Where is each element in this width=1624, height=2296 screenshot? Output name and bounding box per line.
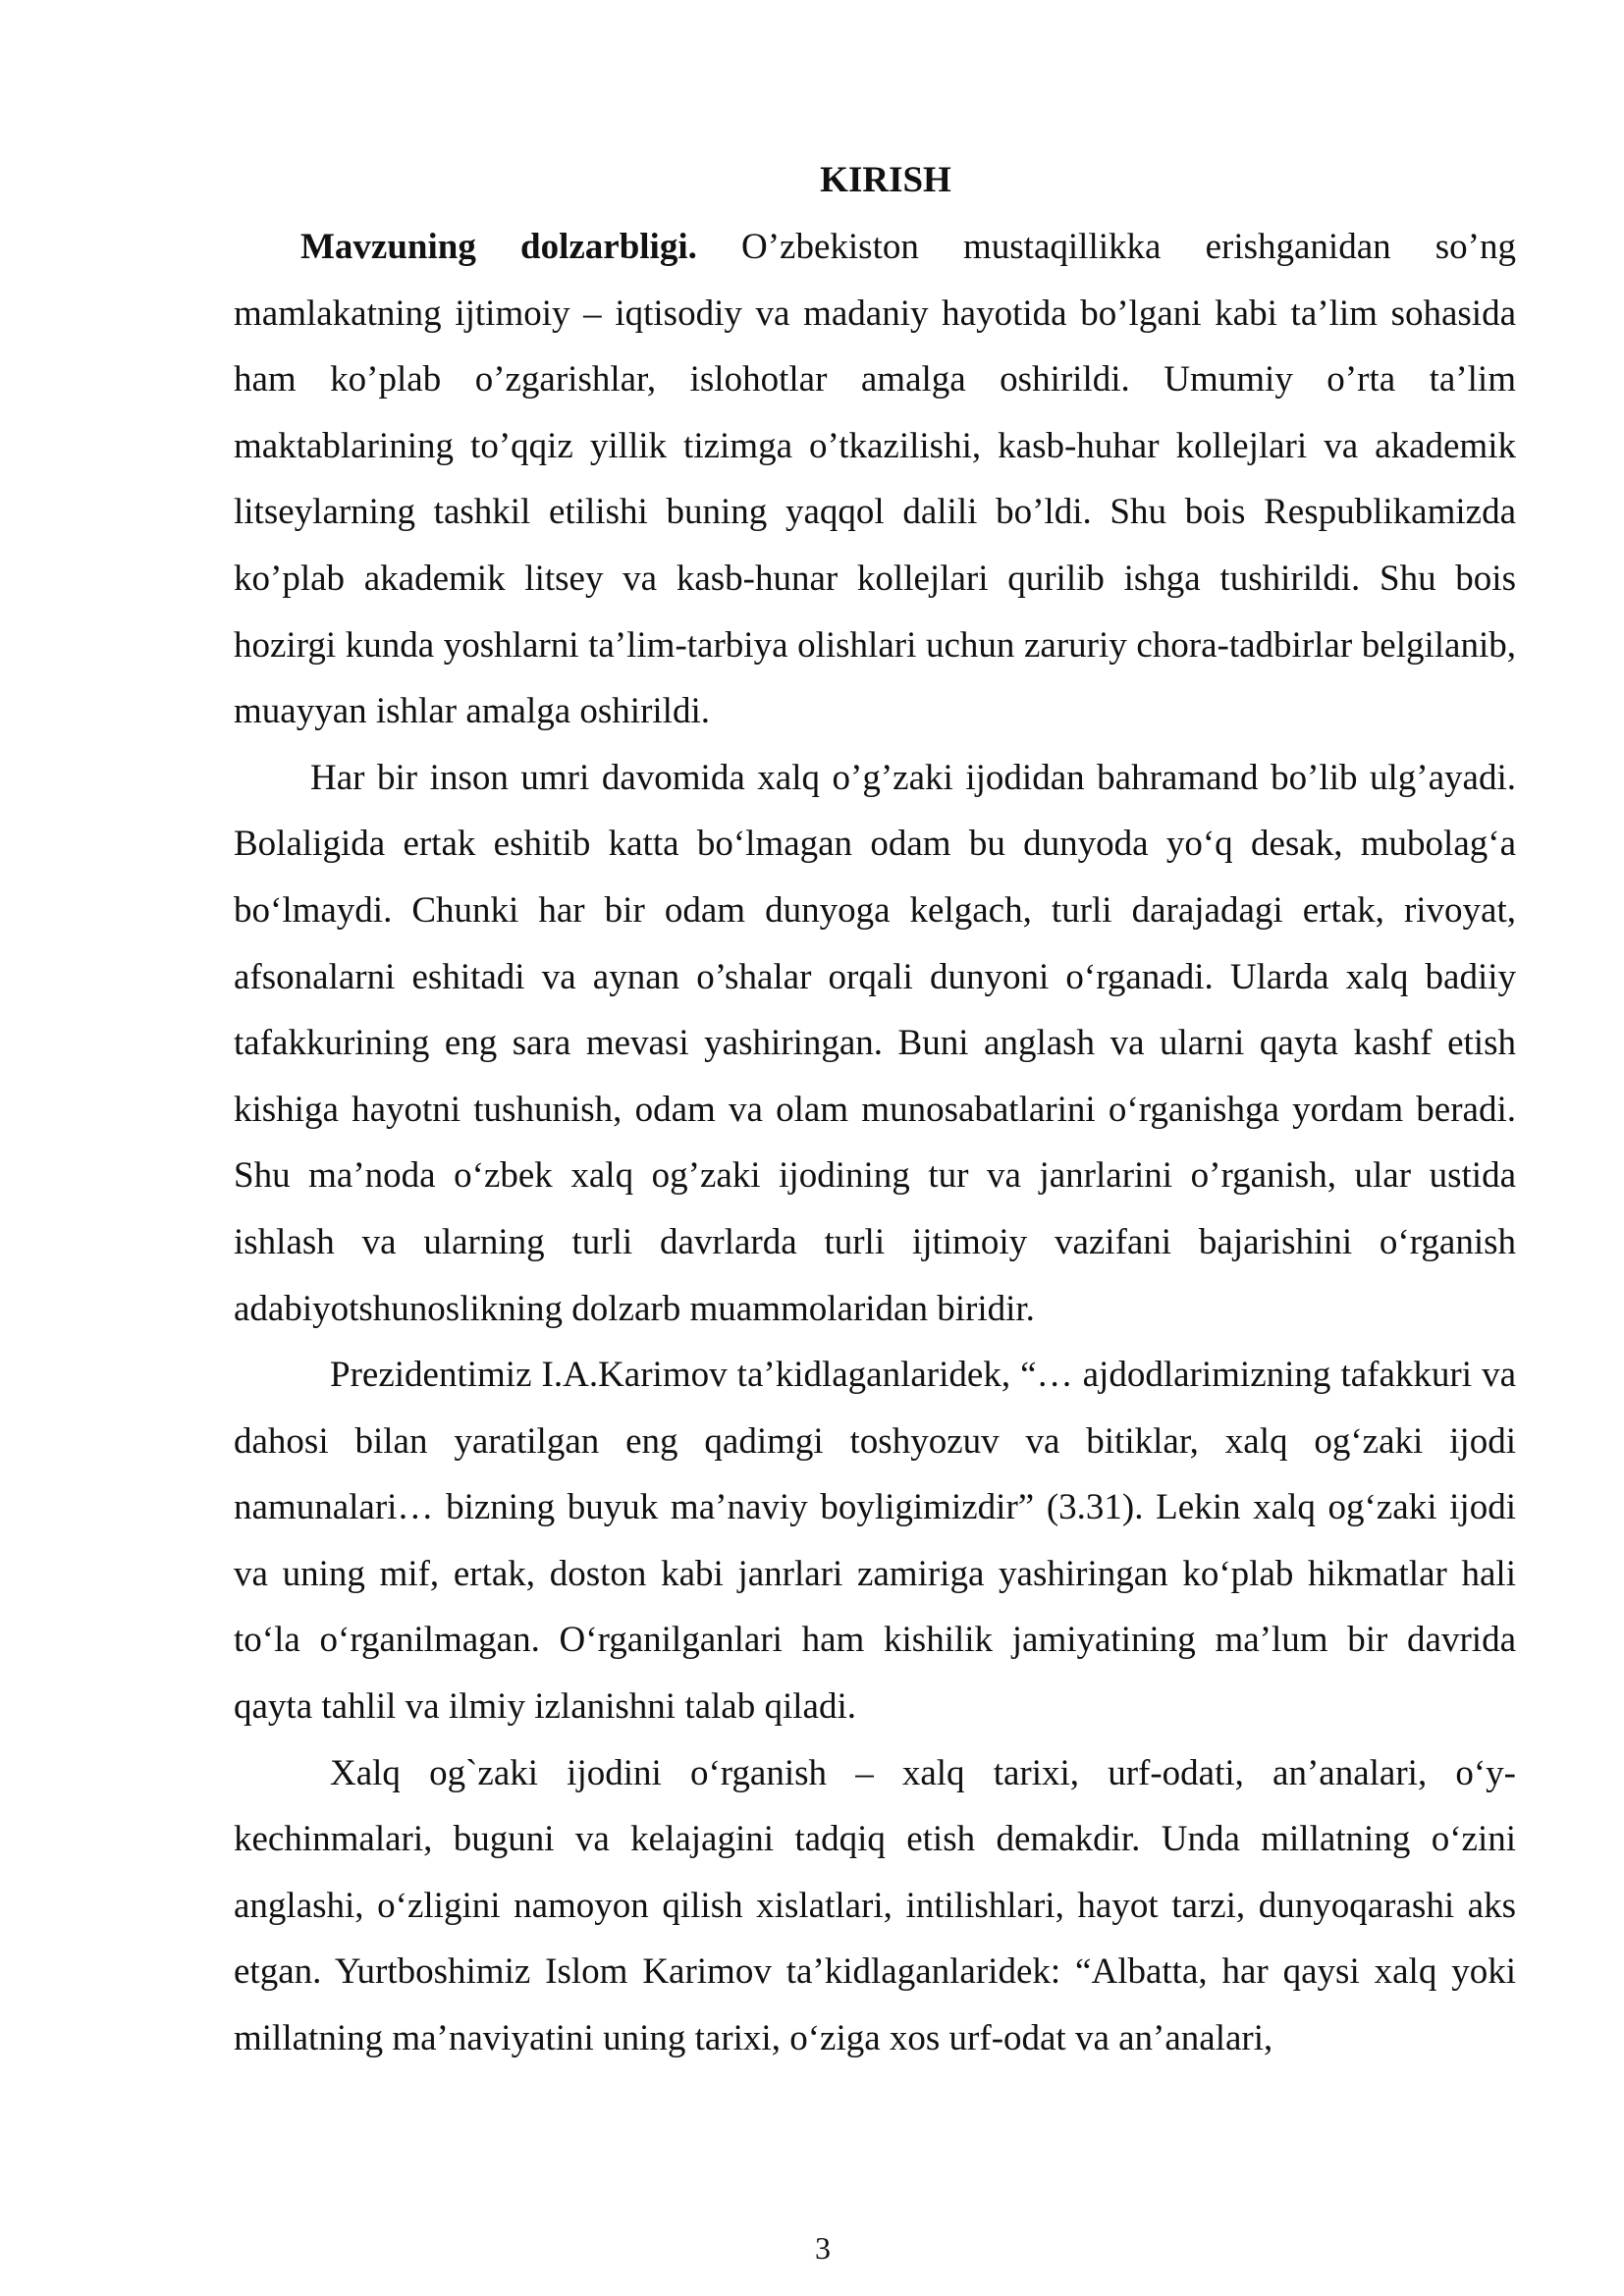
paragraph-lead: Mavzuning dolzarbligi. bbox=[300, 227, 697, 267]
paragraph-study-folklore bbox=[234, 1740, 1516, 2072]
paragraph-relevance bbox=[234, 214, 1516, 745]
paragraph-text: O’zbekiston mustaqillikka erishganidan so’ng mamlakatning ijtimoiy – iqtisodiy va madaniy hayotida bo’lgani kabi ta’lim sohasida ham ko’plab o’zgarishlar, islohotlar amalga oshirildi. Umumiy o’rta ta’lim maktablarining to’qqiz yillik tizimga o’tkazilishi, kasb-huhar kollejlari va akademik litseylarning tashkil etilishi buning yaqqol dalili bo’ldi. Shu bois Respublikamizda ko’plab akademik litsey va kasb-hunar kollejlari qurilib ishga tushirildi. Shu bois hozirgi kunda yoshlarni ta’lim-tarbiya olishlari uchun zaruriy chora-tadbirlar belgilanib, muayyan ishlar amalga oshirildi. bbox=[234, 227, 1516, 732]
paragraph-president-quote bbox=[234, 1342, 1516, 1740]
page-number: 3 bbox=[815, 2230, 831, 2266]
paragraph-text: Xalq og`zaki ijodini o‘rganish – xalq tarixi, urf-odati, an’analari, o‘y-kechinmalari, buguni va kelajagini tadqiq etish demakdir. Unda millatning o‘zini anglashi, o‘zligini namoyon qilish xislatlari, intilishlari, hayot tarzi, dunyoqarashi aks etgan. Yurtboshimiz Islom Karimov ta’kidlaganlaridek: “Albatta, har qaysi xalq yoki millatning ma’naviyatini uning tarixi, o‘ziga xos urf-odat va an’analari, bbox=[234, 1752, 1516, 2059]
paragraph-folklore bbox=[234, 745, 1516, 1342]
page-content bbox=[234, 147, 1516, 2072]
paragraph-text: Har bir inson umri davomida xalq o’g’zaki ijodidan bahramand bo’lib ulg’ayadi. Bolaligida ertak eshitib katta bo‘lmagan odam bu dunyoda yo‘q desak, mubolag‘a bo‘lmaydi. Chunki har bir odam dunyoga kelgach, turli darajadagi ertak, rivoyat, afsonalarni eshitadi va aynan o’shalar orqali dunyoni o‘rganadi. Ularda xalq badiiy tafakkurining eng sara mevasi yashiringan. Buni anglash va ularni qayta kashf etish kishiga hayotni tushunish, odam va olam munosabatlarini o‘rganishga yordam beradi. Shu ma’noda o‘zbek xalq og’zaki ijodining tur va janrlarini o’rganish, ular ustida ishlash va ularning turli davrlarda turli ijtimoiy vazifani bajarishini o‘rganish adabiyotshunoslikning dolzarb muammolaridan biridir. bbox=[234, 757, 1516, 1329]
section-heading: KIRISH bbox=[820, 160, 951, 200]
paragraph-text: Prezidentimiz I.A.Karimov ta’kidlaganlaridek, “… ajdodlarimizning tafakkuri va dahosi bilan yaratilgan eng qadimgi toshyozuv va bitiklar, xalq og‘zaki ijodi namunalari… bizning buyuk ma’naviy boyligimizdir” (3.31). Lekin xalq og‘zaki ijodi va uning mif, ertak, doston kabi janrlari zamiriga yashiringan ko‘plab hikmatlar hali to‘la o‘rganilmagan. O‘rganilganlari ham kishilik jamiyatining ma’lum bir davrida qayta tahlil va ilmiy izlanishni talab qiladi. bbox=[234, 1355, 1516, 1728]
